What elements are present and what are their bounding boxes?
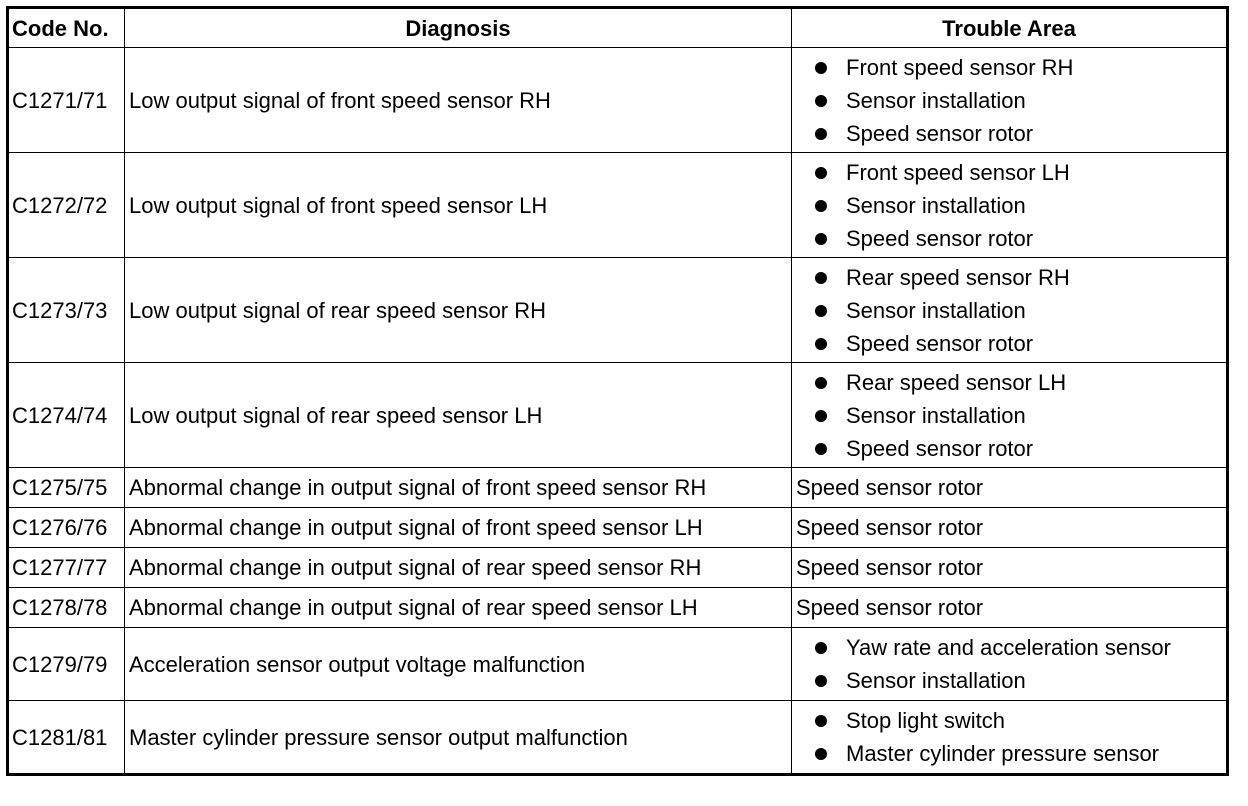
code-cell: C1271/71	[8, 48, 125, 153]
table-header-row	[8, 8, 1228, 48]
trouble-area-item	[810, 261, 1226, 294]
trouble-area-cell: Speed sensor rotor	[792, 508, 1228, 548]
trouble-area-cell	[792, 701, 1228, 775]
header-trouble-area: Trouble Area	[792, 8, 1228, 48]
table-row	[8, 363, 1228, 468]
table-row	[8, 48, 1228, 153]
trouble-area-item	[810, 189, 1226, 222]
diagnosis-cell: Abnormal change in output signal of rear speed sensor LH	[125, 588, 792, 628]
trouble-area-text: Sensor installation	[846, 297, 1026, 323]
table-row	[8, 588, 1228, 628]
trouble-area-text: Sensor installation	[846, 402, 1026, 428]
table-row	[8, 548, 1228, 588]
bullet-icon	[815, 715, 827, 727]
bullet-icon	[815, 377, 827, 389]
trouble-area-cell	[792, 48, 1228, 153]
trouble-area-item	[810, 664, 1226, 697]
code-cell: C1276/76	[8, 508, 125, 548]
bullet-icon	[815, 95, 827, 107]
diagnosis-cell: Acceleration sensor output voltage malfunction	[125, 628, 792, 701]
trouble-area-cell: Speed sensor rotor	[792, 588, 1228, 628]
trouble-area-text: Rear speed sensor LH	[846, 369, 1067, 395]
table-row	[8, 628, 1228, 701]
bullet-icon	[815, 338, 827, 350]
trouble-area-text: Sensor installation	[846, 668, 1026, 693]
bullet-icon	[815, 62, 827, 74]
bullet-icon	[815, 272, 827, 284]
trouble-area-text: Rear speed sensor RH	[846, 264, 1070, 290]
bullet-icon	[815, 233, 827, 245]
trouble-area-cell	[792, 628, 1228, 701]
trouble-area-text: Front speed sensor RH	[846, 54, 1074, 80]
diagnosis-cell: Abnormal change in output signal of front speed sensor LH	[125, 508, 792, 548]
code-cell: C1272/72	[8, 153, 125, 258]
diagnosis-cell: Low output signal of front speed sensor LH	[125, 153, 792, 258]
trouble-area-cell	[792, 363, 1228, 468]
table-row	[8, 508, 1228, 548]
table-row	[8, 153, 1228, 258]
trouble-area-item	[810, 737, 1226, 770]
trouble-area-text: Master cylinder pressure sensor	[846, 741, 1160, 766]
trouble-area-list	[796, 631, 1226, 697]
trouble-area-text: Speed sensor rotor	[846, 330, 1034, 356]
header-diagnosis: Diagnosis	[125, 8, 792, 48]
bullet-icon	[815, 128, 827, 140]
trouble-area-list	[796, 261, 1226, 360]
trouble-area-item	[810, 399, 1226, 432]
table-row	[8, 468, 1228, 508]
header-code-no: Code No.	[8, 8, 125, 48]
trouble-area-list	[796, 366, 1226, 465]
diagnostic-code-table	[6, 6, 1229, 776]
code-cell: C1275/75	[8, 468, 125, 508]
bullet-icon	[815, 675, 827, 687]
trouble-area-list	[796, 704, 1226, 770]
diagnosis-cell: Master cylinder pressure sensor output malfunction	[125, 701, 792, 775]
trouble-area-text: Speed sensor rotor	[846, 435, 1034, 461]
trouble-area-item	[810, 51, 1226, 84]
diagnosis-cell: Abnormal change in output signal of front speed sensor RH	[125, 468, 792, 508]
trouble-area-text: Speed sensor rotor	[846, 120, 1034, 146]
bullet-icon	[815, 167, 827, 179]
diagnosis-cell: Low output signal of front speed sensor RH	[125, 48, 792, 153]
table-row	[8, 258, 1228, 363]
bullet-icon	[815, 443, 827, 455]
trouble-area-item	[810, 156, 1226, 189]
diagnosis-cell: Low output signal of rear speed sensor RH	[125, 258, 792, 363]
trouble-area-list	[796, 51, 1226, 150]
trouble-area-item	[810, 432, 1226, 465]
trouble-area-item	[810, 631, 1226, 664]
trouble-area-text: Yaw rate and acceleration sensor	[846, 635, 1171, 660]
bullet-icon	[815, 200, 827, 212]
trouble-area-cell: Speed sensor rotor	[792, 548, 1228, 588]
bullet-icon	[815, 305, 827, 317]
diagnosis-cell: Abnormal change in output signal of rear speed sensor RH	[125, 548, 792, 588]
trouble-area-item	[810, 704, 1226, 737]
code-cell: C1278/78	[8, 588, 125, 628]
code-cell: C1277/77	[8, 548, 125, 588]
code-cell: C1281/81	[8, 701, 125, 775]
trouble-area-item	[810, 294, 1226, 327]
trouble-area-item	[810, 222, 1226, 255]
trouble-area-item	[810, 117, 1226, 150]
trouble-area-cell: Speed sensor rotor	[792, 468, 1228, 508]
trouble-area-text: Front speed sensor LH	[846, 159, 1070, 185]
code-cell: C1279/79	[8, 628, 125, 701]
bullet-icon	[815, 748, 827, 760]
trouble-area-text: Speed sensor rotor	[846, 225, 1034, 251]
trouble-area-item	[810, 366, 1226, 399]
trouble-area-cell	[792, 258, 1228, 363]
bullet-icon	[815, 410, 827, 422]
trouble-area-text: Sensor installation	[846, 87, 1026, 113]
bullet-icon	[815, 642, 827, 654]
code-cell: C1274/74	[8, 363, 125, 468]
diagnosis-cell: Low output signal of rear speed sensor LH	[125, 363, 792, 468]
table-row	[8, 701, 1228, 775]
code-cell: C1273/73	[8, 258, 125, 363]
trouble-area-text: Sensor installation	[846, 192, 1026, 218]
trouble-area-item	[810, 327, 1226, 360]
trouble-area-cell	[792, 153, 1228, 258]
trouble-area-item	[810, 84, 1226, 117]
trouble-area-list	[796, 156, 1226, 255]
trouble-area-text: Stop light switch	[846, 708, 1005, 733]
